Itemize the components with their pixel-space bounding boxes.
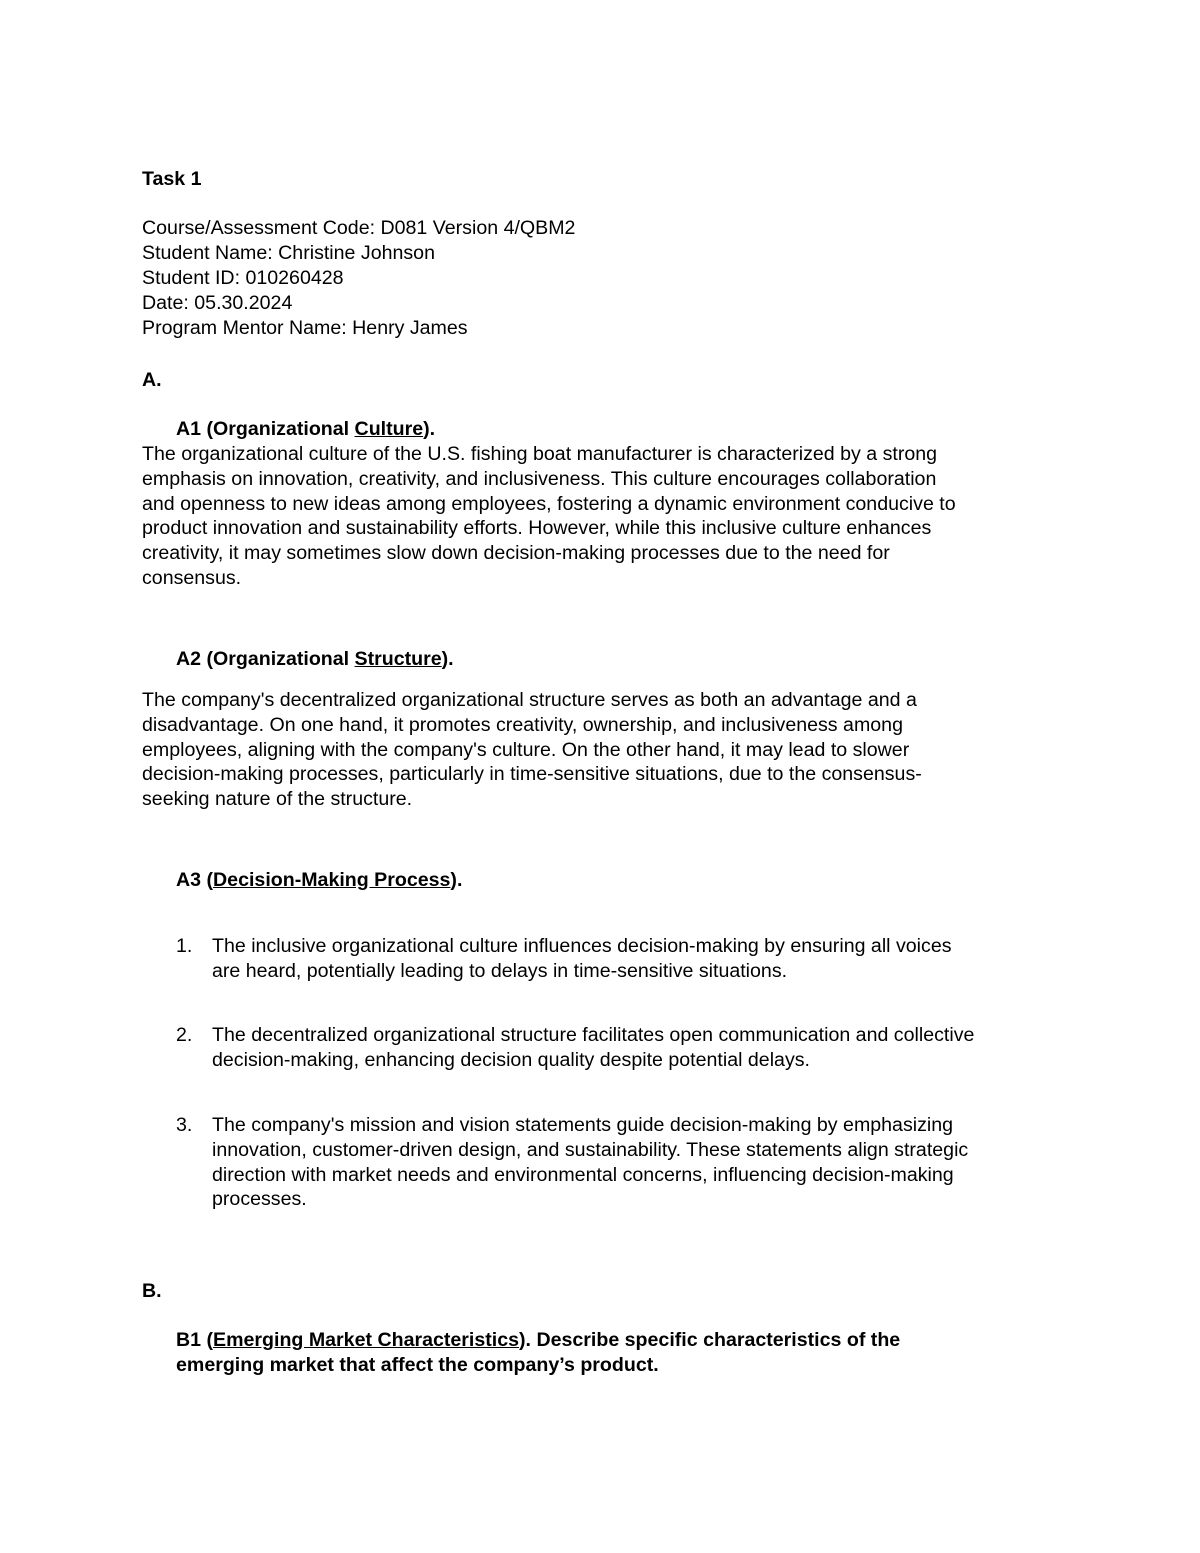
a3-heading [176,868,462,893]
list-item-line: The company's mission and vision statements guide decision-making by emphasizing [212,1114,954,1136]
paragraph-line: emphasis on innovation, creativity, and inclusiveness. This culture encourages collaboration [142,467,937,490]
list-item-line: processes. [212,1188,307,1211]
paragraph-line: product innovation and sustainability efforts. However, while this inclusive culture enhances [142,517,932,540]
a1-heading-suffix: ). [423,418,436,440]
b1-heading [176,1328,900,1378]
task-title: Task 1 [142,168,202,190]
a1-heading [176,417,435,442]
student-name: Student Name: Christine Johnson [142,242,435,264]
a2-paragraph [142,688,922,812]
paragraph-line: creativity, it may sometimes slow down decision-making processes due to the need for [142,542,890,565]
section-a-label: A. [142,369,162,391]
paragraph-line: and openness to new ideas among employees, fostering a dynamic environment conducive to [142,492,956,515]
list-item-line: innovation, customer-driven design, and sustainability. These statements align strategic [212,1138,969,1161]
b1-heading-line: emerging market that affect the company’s product. [176,1353,659,1376]
paragraph-line: employees, aligning with the company's culture. On the other hand, it may lead to slower [142,738,910,761]
a1-paragraph [142,442,956,591]
a3-heading-suffix: ). [450,869,463,891]
paragraph-line: decision-making processes, particularly in time-sensitive situations, due to the consensus- [142,763,922,786]
list-item-number: 1. [176,935,193,957]
list-item-text [212,934,952,984]
b1-heading-underlined: Emerging Market Characteristics [213,1329,520,1351]
list-item-number: 2. [176,1024,193,1046]
submission-date: Date: 05.30.2024 [142,292,293,314]
paragraph-line: consensus. [142,566,242,589]
a3-heading-underlined: Decision-Making Process [213,869,451,891]
paragraph-line: The organizational culture of the U.S. fishing boat manufacturer is characterized by a strong [142,443,938,465]
program-mentor: Program Mentor Name: Henry James [142,317,468,339]
list-item-line: direction with market needs and environmental concerns, influencing decision-making [212,1163,954,1186]
a2-heading-suffix: ). [441,648,454,670]
a1-heading-underlined: Culture [354,418,424,440]
paragraph-line: seeking nature of the structure. [142,788,413,811]
b1-heading-suffix: ). Describe specific characteristics of the [519,1329,901,1351]
course-code: Course/Assessment Code: D081 Version 4/QBM2 [142,217,576,239]
list-item-number: 3. [176,1114,193,1136]
list-item-text [212,1113,968,1212]
a2-heading-underlined: Structure [354,648,442,670]
a1-heading-prefix: A1 (Organizational [176,418,355,440]
a3-heading-prefix: A3 ( [176,869,214,891]
a2-heading-prefix: A2 (Organizational [176,648,355,670]
b1-heading-line [176,1328,900,1353]
list-item-line: The decentralized organizational structure facilitates open communication and collective [212,1024,975,1046]
list-item-line: The inclusive organizational culture influences decision-making by ensuring all voices [212,935,952,957]
list-item-line: are heard, potentially leading to delays in time-sensitive situations. [212,959,788,982]
list-item-line: decision-making, enhancing decision quality despite potential delays. [212,1048,810,1071]
b1-heading-prefix: B1 ( [176,1329,214,1351]
section-b-label: B. [142,1280,162,1302]
list-item-text [212,1023,974,1073]
a2-heading [176,647,454,672]
paragraph-line: disadvantage. On one hand, it promotes creativity, ownership, and inclusiveness among [142,713,903,736]
student-id: Student ID: 010260428 [142,267,344,289]
paragraph-line: The company's decentralized organizational structure serves as both an advantage and a [142,689,917,711]
